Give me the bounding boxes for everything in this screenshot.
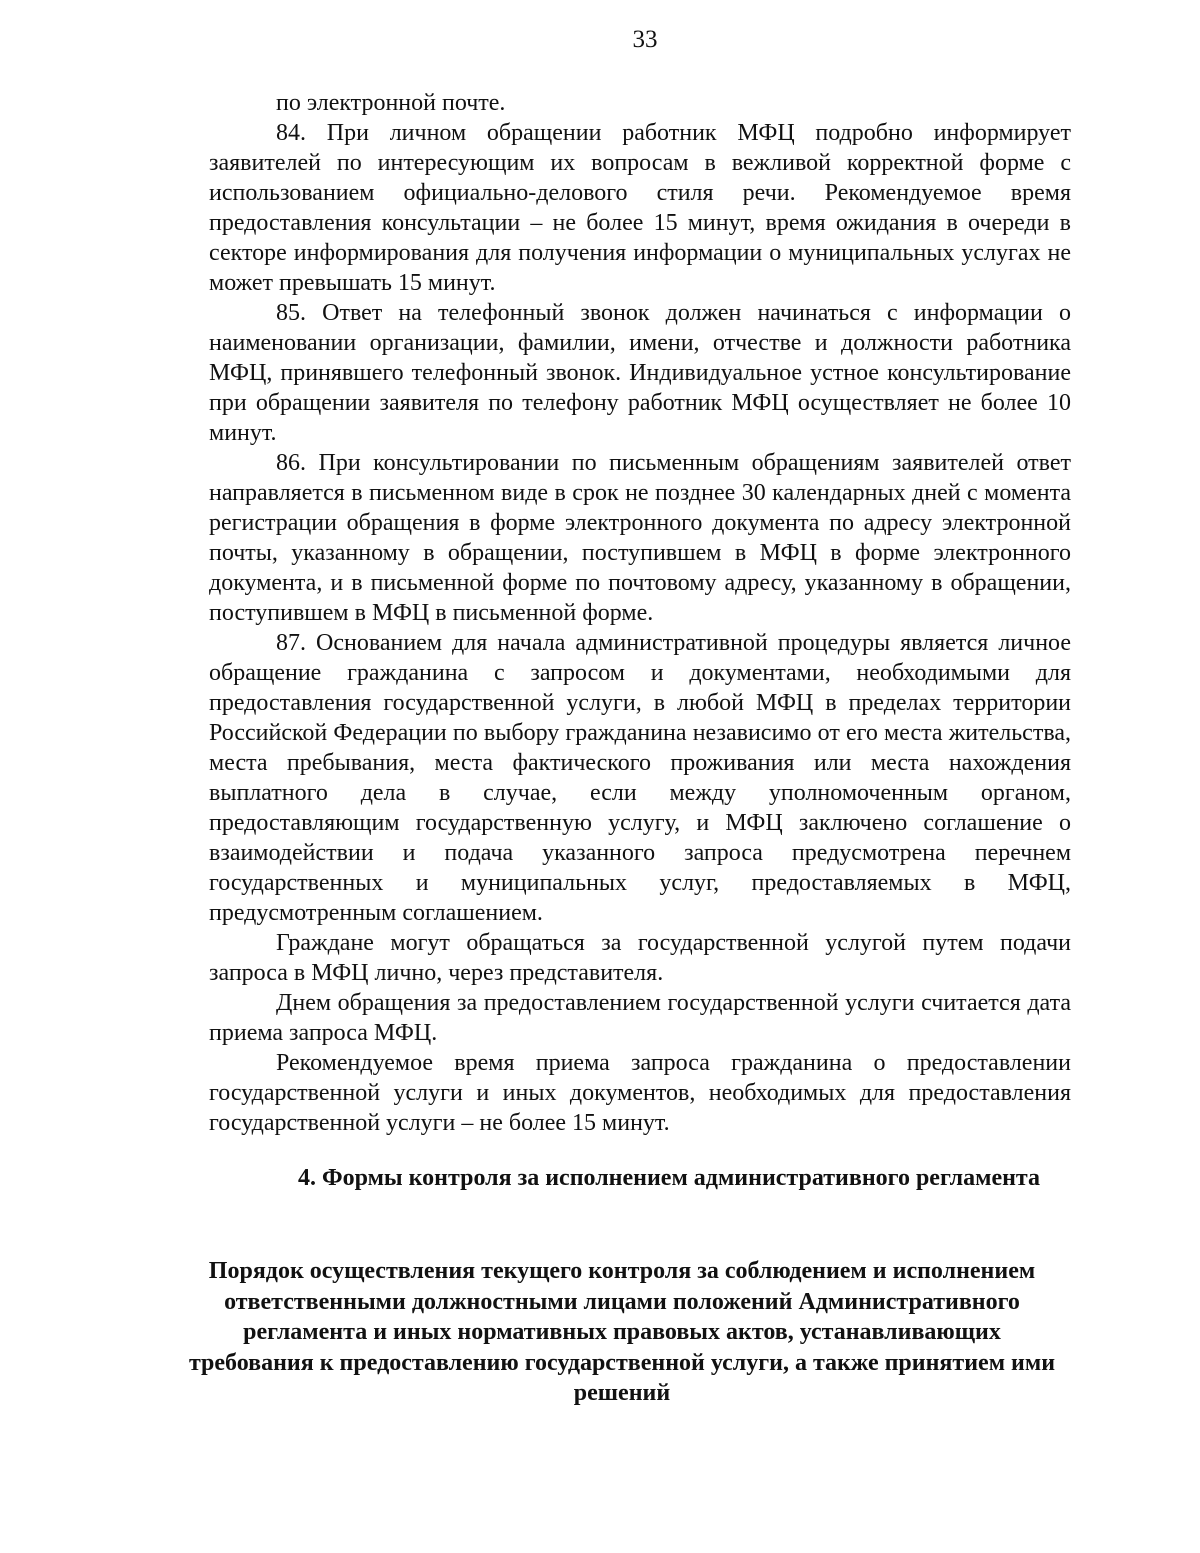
paragraph-continuation: по электронной почте.	[276, 90, 506, 116]
page-number: 33	[632, 26, 658, 53]
paragraph-citizens-may-apply: Граждане могут обращаться за государственной услугой путем подачи запроса в МФЦ лично, через представителя.	[209, 930, 1071, 986]
body-text	[209, 88, 1071, 1138]
paragraph-87: 87. Основанием для начала административной процедуры является личное обращение гражданина с запросом и документами, необходимыми для предоставления государственной услуги, в любой МФЦ в пределах территории Российской Федерации по выбору гражданина независимо от его места жительства, места пребывания, места фактического проживания или места нахождения выплатного дела в случае, если между уполномоченным органом, предоставляющим государственную услугу, и МФЦ заключено соглашение о взаимодействии и подача указанного запроса предусмотрена перечнем государственных и муниципальных услуг, предоставляемых в МФЦ, предусмотренным соглашением.	[209, 630, 1071, 926]
paragraph-85: 85. Ответ на телефонный звонок должен начинаться с информации о наименовании организации, фамилии, имени, отчестве и должности работника МФЦ, принявшего телефонный звонок. Индивидуальное устное консультирование при обращении заявителя по телефону работник МФЦ осуществляет не более 10 минут.	[209, 300, 1071, 446]
paragraph-84: 84. При личном обращении работник МФЦ подробно информирует заявителей по интересующим их вопросам в вежливой корректной форме с использованием официально-делового стиля речи. Рекомендуемое время предоставления консультации – не более 15 минут, время ожидания в очереди в секторе информирования для получения информации о муниципальных услугах не может превышать 15 минут.	[209, 120, 1071, 296]
section-heading: 4. Формы контроля за исполнением административного регламента	[297, 1165, 1041, 1191]
paragraph-86: 86. При консультировании по письменным обращениям заявителей ответ направляется в письменном виде в срок не позднее 30 календарных дней с момента регистрации обращения в форме электронного документа по адресу электронной почты, указанному в обращении, поступившем в МФЦ в форме электронного документа, и в письменной форме по почтовому адресу, указанному в обращении, поступившем в МФЦ в письменной форме.	[209, 450, 1071, 626]
subsection-heading: Порядок осуществления текущего контроля за соблюдением и исполнением ответственными должностными лицами положений Административного регламента и иных нормативных правовых актов, устанавливающих требования к предоставлению государственной услуги, а также принятием ими решений	[188, 1258, 1056, 1406]
paragraph-application-date: Днем обращения за предоставлением государственной услуги считается дата приема запроса МФЦ.	[209, 990, 1071, 1046]
paragraph-recommended-time: Рекомендуемое время приема запроса гражданина о предоставлении государственной услуги и иных документов, необходимых для предоставления государственной услуги – не более 15 минут.	[209, 1050, 1071, 1136]
